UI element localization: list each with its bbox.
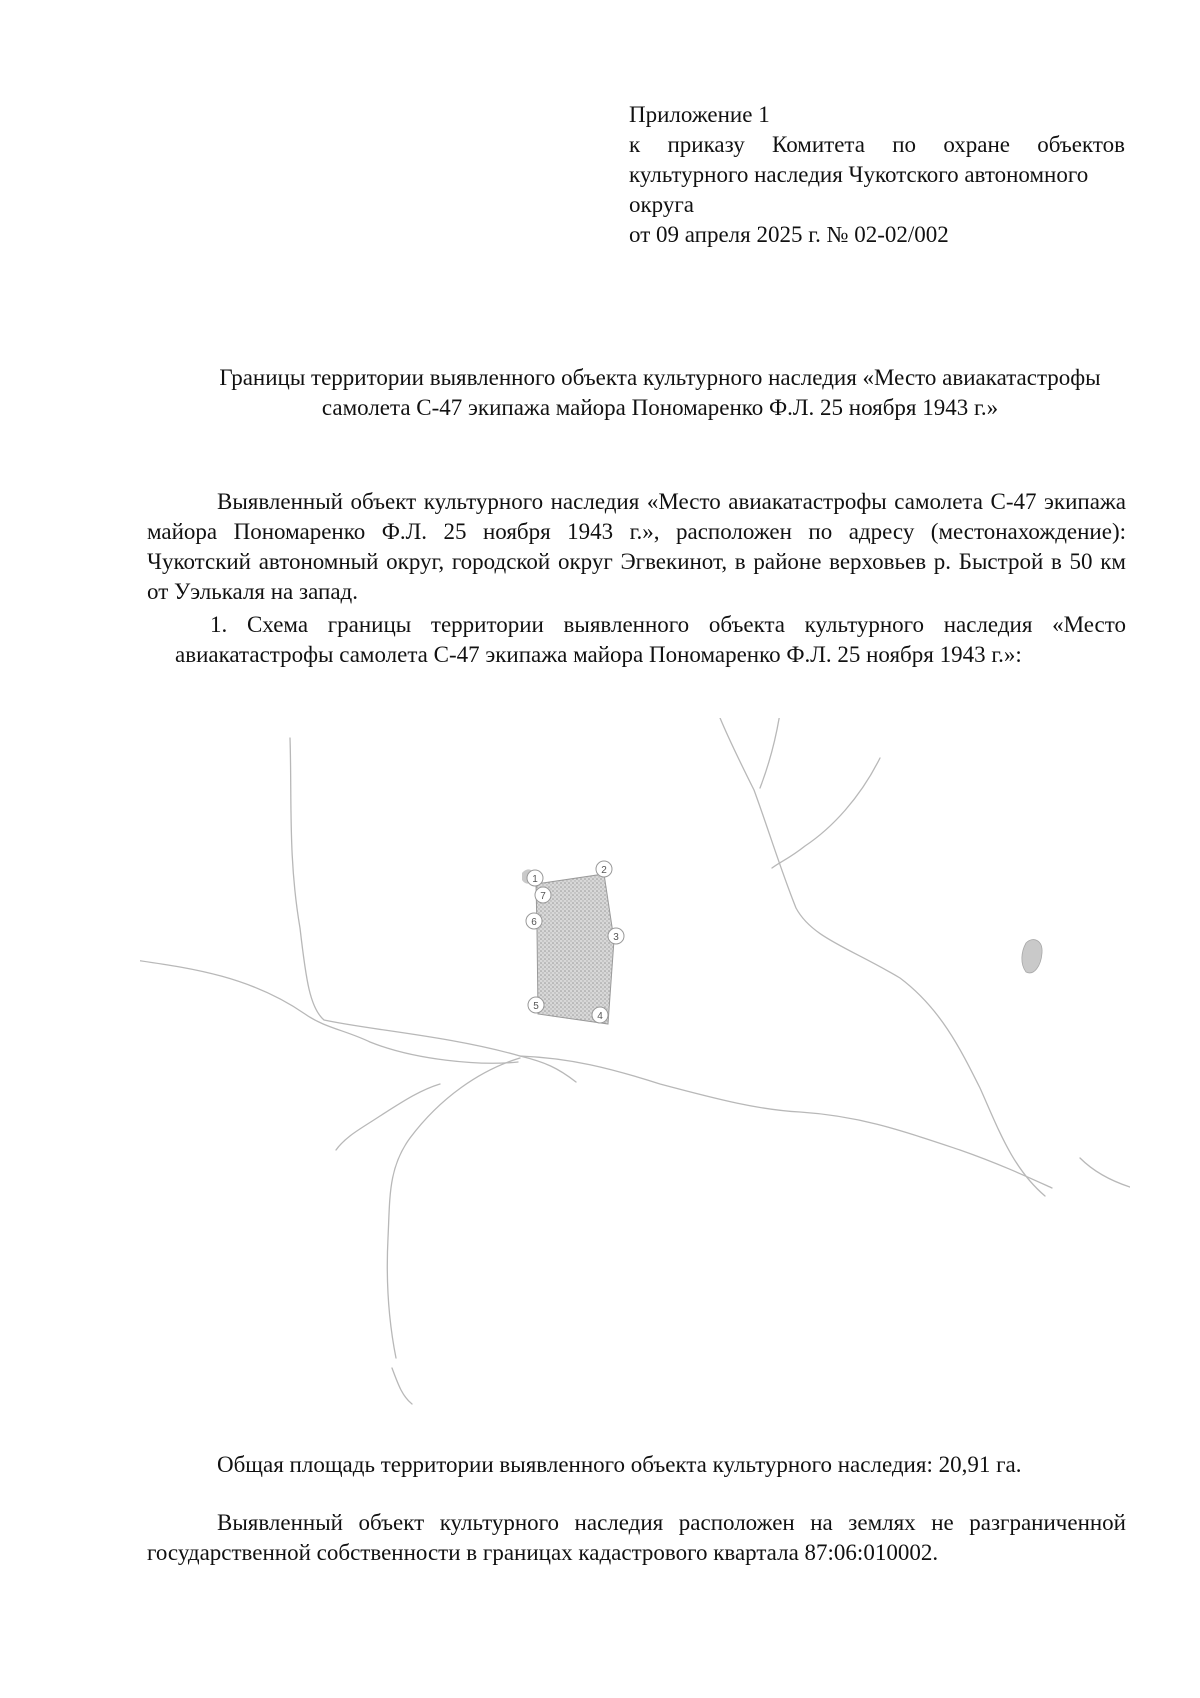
svg-text:5: 5 [533,1001,539,1012]
total-area-paragraph: Общая площадь территории выявленного объекта культурного наследия: 20,91 га. [217,1452,1022,1477]
svg-text:1: 1 [532,874,538,885]
boundary-point-6 [526,913,542,929]
appendix-line-4: округа [629,192,695,217]
secondary-outcrop [1022,940,1042,973]
boundary-point-1 [527,870,543,886]
river-line-south [387,1058,520,1358]
intro-paragraph: Выявленный объект культурного наследия «Место авиакатастрофы самолета С-47 экипажа майора Пономаренко Ф.Л. 25 ноября 1943 г.», расположен по адресу (местонахождение): Чукотский автономный округ, городской округ Эгвекинот, в районе верховьев р. Быстрой в 50 км от Уэлькаля на запад. [147,489,1126,604]
stream-line-south-tip [392,1368,412,1404]
appendix-line-2: к приказу Комитета по охране объектов [629,132,1125,157]
river-line-northeast [718,718,1045,1196]
river-line-ne-branch [760,718,780,788]
river-line-southwest [336,1084,440,1150]
river-line-west [140,960,518,1063]
svg-text:6: 6 [531,917,537,928]
river-line-southeast [1080,1158,1130,1190]
svg-text:2: 2 [601,865,607,876]
boundary-point-2 [596,861,612,877]
boundary-point-7 [535,887,551,903]
boundary-point-3 [608,928,624,944]
svg-text:4: 4 [597,1011,603,1022]
appendix-line-1: Приложение 1 [629,102,770,127]
river-line-main-east [520,1056,1052,1188]
boundary-point-5 [528,997,544,1013]
svg-text:3: 3 [613,932,619,943]
boundary-point-4 [592,1007,608,1023]
scheme-item-paragraph: 1. Схема границы территории выявленного объекта культурного наследия «Место авиакатастрофы самолета С-47 экипажа майора Пономаренко Ф.Л. 25 ноября 1943 г.»: [175,612,1126,667]
river-line-ne-branch-2 [772,758,880,868]
appendix-header [629,100,1125,250]
appendix-line-5: от 09 апреля 2025 г. № 02-02/002 [629,222,949,247]
document-title: Границы территории выявленного объекта культурного наследия «Место авиакатастрофы самолета С-47 экипажа майора Пономаренко Ф.Л. 25 ноября 1943 г.» [219,365,1101,420]
svg-text:7: 7 [540,891,546,902]
appendix-line-3: культурного наследия Чукотского автономного [629,162,1089,187]
land-status-paragraph: Выявленный объект культурного наследия расположен на землях не разграниченной государственной собственности в границах кадастрового квартала 87:06:010002. [147,1510,1126,1565]
river-line-west-north [290,738,576,1082]
boundary-scheme-map [140,718,1130,1418]
